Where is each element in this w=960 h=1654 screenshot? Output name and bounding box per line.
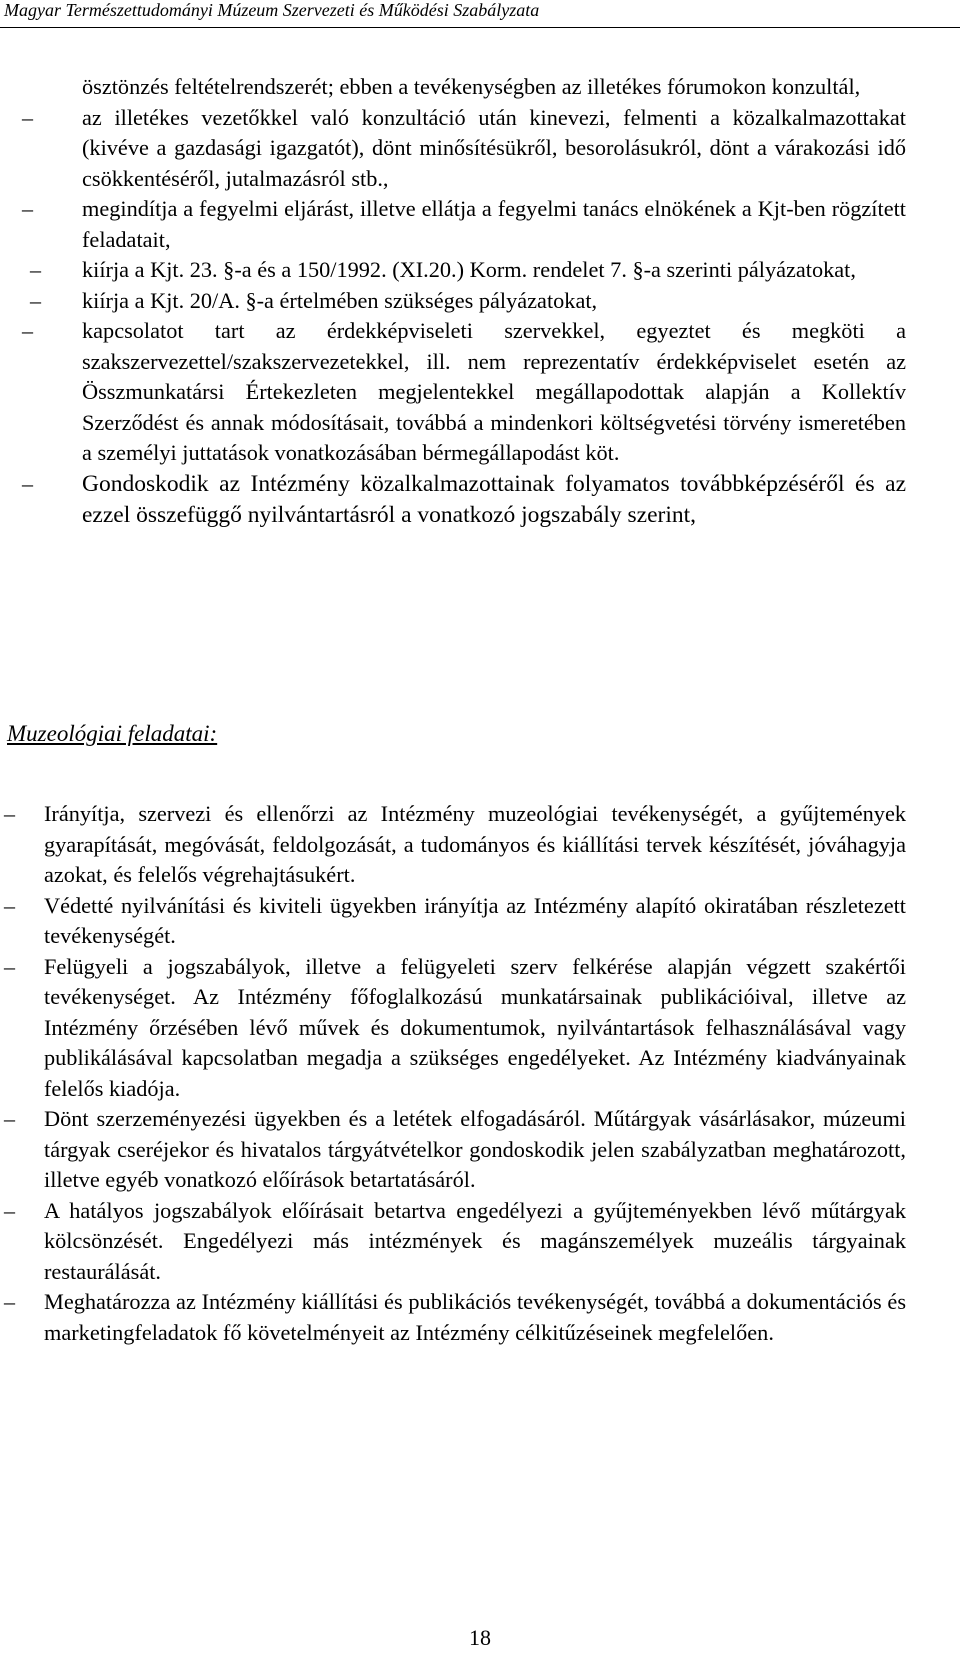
bullet-dash: – xyxy=(30,287,41,313)
page-header xyxy=(0,0,960,20)
list-item-text: Irányítja, szervezi és ellenőrzi az Intézmény muzeológiai tevékenységét, a gyűjtemények gyarapítását, megóvását, feldolgozását, a tudományos és kiállítási tervek készítését, jóváhagyja azokat, és felelős végrehajtásukért. xyxy=(44,801,906,887)
bullet-dash: – xyxy=(4,1197,15,1223)
bullet-dash: – xyxy=(4,1106,15,1131)
list-item xyxy=(0,194,960,255)
list-item-text: Felügyeli a jogszabályok, illetve a felügyeleti szerv felkérése alapján végzett szakértői tevékenységet. Az Intézmény főfoglalkozású munkatársainak publikációival, illetve az Intézmény őrzésében lévő művek és dokumentumok, nyilvántartások felhasználásával vagy publikálásával kapcsolatban megadja a szükséges engedélyeket. Az Intézmény kiadványainak felelős kiadója. xyxy=(44,953,906,1101)
list-item-text: kiírja a Kjt. 23. §-a és a 150/1992. (XI.20.) Korm. rendelet 7. §-a szerinti pályázatokat, xyxy=(82,257,856,282)
bullet-dash: – xyxy=(22,470,33,496)
list-item xyxy=(0,952,960,1105)
list-item xyxy=(0,799,960,891)
bullet-dash: – xyxy=(4,801,15,826)
list-item xyxy=(0,1196,960,1288)
list-item-text: megindítja a fegyelmi eljárást, illetve ellátja a fegyelmi tanács elnökének a Kjt-ben rögzített feladatait, xyxy=(82,196,906,252)
intro-paragraph: ösztönzés feltételrendszerét; ebben a tevékenységben az illetékes fórumokon konzultál, xyxy=(82,74,861,99)
list-item xyxy=(0,1287,960,1348)
bullet-dash: – xyxy=(4,953,15,979)
list-item-text: kapcsolatot tart az érdekképviseleti szervekkel, egyeztet és megköti a szakszervezettel/szakszervezetekkel, ill. nem reprezentatív érdekképviselet esetén az Összmunkatársi Értekezleten megjelentekkel megállapodottak alapján a Kollektív Szerződést és annak módosításait, továbbá a mindenkori költségvetési törvény ismeretében a személyi juttatások vonatkozásában bérmegállapodást köt. xyxy=(82,318,906,465)
page-number: 18 xyxy=(469,1625,491,1650)
list-item-text: A hatályos jogszabályok előírásait betartva engedélyezi a gyűjteményekben lévő műtárgyak kölcsönzését. Engedélyezi más intézmények és magánszemélyek muzeális tárgyainak restaurálását. xyxy=(44,1197,906,1284)
list-item xyxy=(0,891,960,952)
list-item-text: Gondoskodik az Intézmény közalkalmazottainak folyamatos továbbképzéséről és az ezzel összefüggő nyilvántartásról a vonatkozó jogszabály szerint, xyxy=(82,470,906,528)
list-item-text: az illetékes vezetőkkel való konzultáció után kinevezi, felmenti a közalkalmazottakat (kivéve a gazdasági igazgatót), dönt minősítésükről, besorolásukról, dönt a várakozási idő csökkentéséről, jutalmazásról stb., xyxy=(82,104,906,191)
bullet-dash: – xyxy=(22,104,33,130)
header-title: Magyar Természettudományi Múzeum Szervezeti és Működési Szabályzata xyxy=(4,0,540,20)
list-item xyxy=(0,286,960,317)
list-item xyxy=(0,103,960,195)
list-item xyxy=(0,1104,960,1196)
bullet-dash: – xyxy=(22,318,33,343)
list-item-text: Védetté nyilvánítási és kiviteli ügyekben irányítja az Intézmény alapító okiratában részletezett tevékenységét. xyxy=(44,892,906,948)
bullet-dash: – xyxy=(22,196,33,221)
bullet-dash: – xyxy=(30,257,41,282)
list-a xyxy=(0,72,960,531)
list-item xyxy=(0,255,960,286)
list-item-text: kiírja a Kjt. 20/A. §-a értelmében szükséges pályázatokat, xyxy=(82,287,598,313)
list-item xyxy=(0,469,960,531)
list-b xyxy=(0,799,960,1348)
bullet-dash: – xyxy=(4,892,15,918)
list-item xyxy=(0,316,960,469)
list-item-text: Meghatározza az Intézmény kiállítási és publikációs tevékenységét, továbbá a dokumentációs és marketingfeladatok fő követelményeit az Intézmény célkitűzéseinek megfelelően. xyxy=(44,1289,906,1345)
header-rule xyxy=(0,27,960,28)
section-heading: Muzeológiai feladatai: xyxy=(7,721,218,746)
list-item-text: Dönt szerzeményezési ügyekben és a letétek elfogadásáról. Műtárgyak vásárlásakor, múzeumi tárgyak cseréjekor és hivatalos tárgyátvételkor gondoskodik jelen szabályzatban meghatározott, illetve egyéb vonatkozó előírások betartatásáról. xyxy=(44,1106,906,1192)
bullet-dash: – xyxy=(4,1289,15,1314)
